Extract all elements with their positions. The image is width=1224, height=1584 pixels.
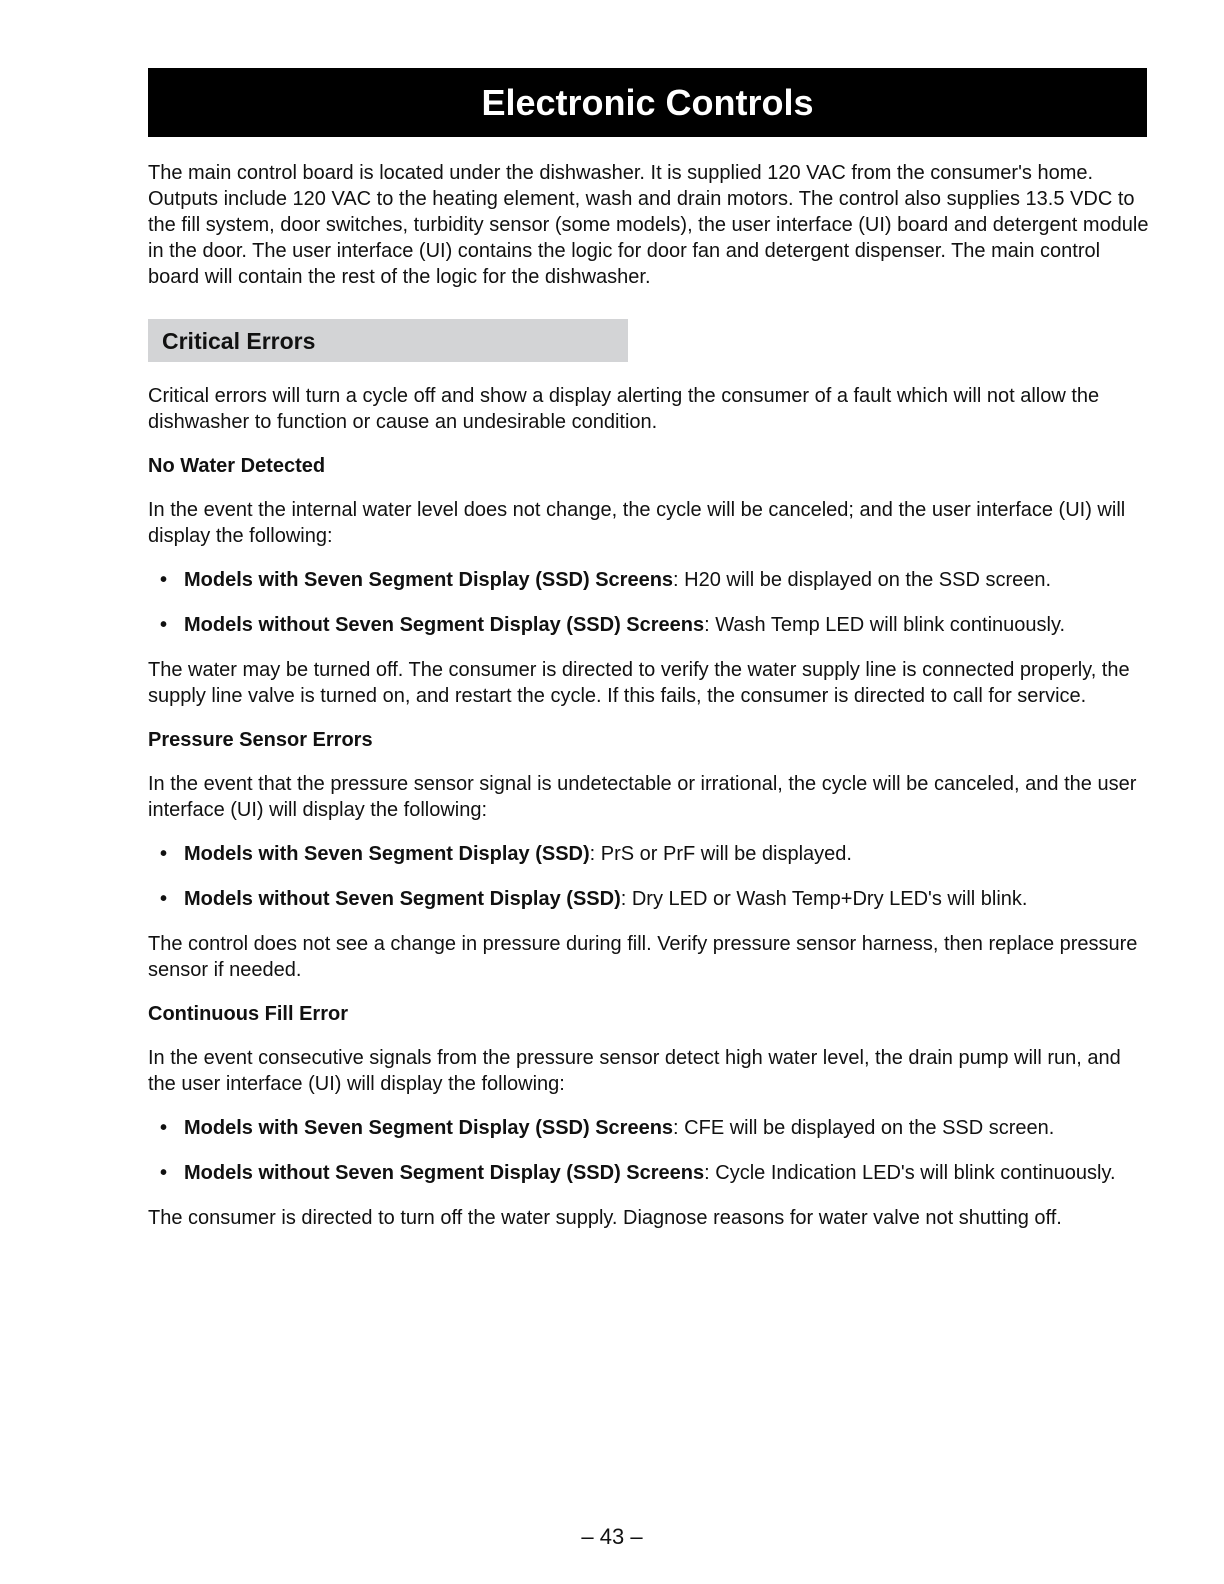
no-water-bullet-list	[148, 567, 1152, 638]
bullet-label: Models without Seven Segment Display (SSD) Screens	[184, 1162, 705, 1184]
bullet-label: Models without Seven Segment Display (SSD)	[184, 888, 621, 910]
pressure-bullet-list	[148, 841, 1152, 912]
bullet-text: : Wash Temp LED will blink continuously.	[704, 614, 1066, 636]
subheading-continuous-fill: Continuous Fill Error	[148, 1003, 348, 1025]
bullet-text: : H20 will be displayed on the SSD screen.	[673, 569, 1052, 591]
subheading-no-water: No Water Detected	[148, 455, 326, 477]
bullet-item	[148, 612, 1152, 638]
no-water-description: In the event the internal water level does not change, the cycle will be canceled; and the user interface (UI) will display the following:	[148, 499, 1126, 547]
bullet-text: : Dry LED or Wash Temp+Dry LED's will blink.	[620, 888, 1028, 910]
bullet-item	[148, 1160, 1152, 1186]
bullet-icon: •	[160, 1117, 168, 1139]
page-number: – 43 –	[581, 1524, 643, 1549]
no-water-followup: The water may be turned off. The consumer is directed to verify the water supply line is connected properly, the supply line valve is turned on, and restart the cycle. If this fails, the consumer is directed to call for service.	[148, 659, 1130, 707]
bullet-item	[148, 1115, 1152, 1141]
bullet-text: : CFE will be displayed on the SSD screen.	[673, 1117, 1055, 1139]
bullet-icon: •	[160, 1162, 168, 1184]
page-title: Electronic Controls	[481, 81, 814, 123]
section-header-critical-errors	[148, 319, 628, 362]
intro-paragraph: The main control board is located under the dishwasher. It is supplied 120 VAC from the consumer's home. Outputs include 120 VAC to the heating element, wash and drain motors. The control also supplies 13.5 VDC to the fill system, door switches, turbidity sensor (some models), the user interface (UI) board and detergent module in the door. The user interface (UI) contains the logic for door fan and detergent dispenser. The main control board will contain the rest of the logic for the dishwasher.	[148, 162, 1149, 288]
bullet-item	[148, 567, 1152, 593]
page-title-bar	[148, 68, 1147, 137]
bullet-icon: •	[160, 614, 168, 636]
pressure-followup: The control does not see a change in pressure during fill. Verify pressure sensor harness, then replace pressure sensor if needed.	[148, 933, 1138, 981]
subheading-pressure-sensor: Pressure Sensor Errors	[148, 729, 373, 751]
bullet-item	[148, 886, 1152, 912]
bullet-item	[148, 841, 1152, 867]
bullet-label: Models with Seven Segment Display (SSD) Screens	[184, 1117, 674, 1139]
critical-errors-description: Critical errors will turn a cycle off and show a display alerting the consumer of a fault which will not allow the dishwasher to function or cause an undesirable condition.	[148, 385, 1100, 433]
continuous-fill-description: In the event consecutive signals from the pressure sensor detect high water level, the drain pump will run, and the user interface (UI) will display the following:	[148, 1047, 1121, 1095]
bullet-text: : PrS or PrF will be displayed.	[589, 843, 852, 865]
bullet-text: : Cycle Indication LED's will blink continuously.	[704, 1162, 1116, 1184]
bullet-icon: •	[160, 843, 168, 865]
bullet-icon: •	[160, 569, 168, 591]
section-title: Critical Errors	[162, 327, 316, 354]
document-body	[148, 160, 1152, 1249]
bullet-label: Models with Seven Segment Display (SSD) Screens	[184, 569, 674, 591]
continuous-fill-followup: The consumer is directed to turn off the water supply. Diagnose reasons for water valve not shutting off.	[148, 1207, 1062, 1229]
bullet-icon: •	[160, 888, 168, 910]
bullet-label: Models with Seven Segment Display (SSD)	[184, 843, 590, 865]
pressure-description: In the event that the pressure sensor signal is undetectable or irrational, the cycle will be canceled, and the user interface (UI) will display the following:	[148, 773, 1137, 821]
continuous-fill-bullet-list	[148, 1115, 1152, 1186]
bullet-label: Models without Seven Segment Display (SSD) Screens	[184, 614, 705, 636]
